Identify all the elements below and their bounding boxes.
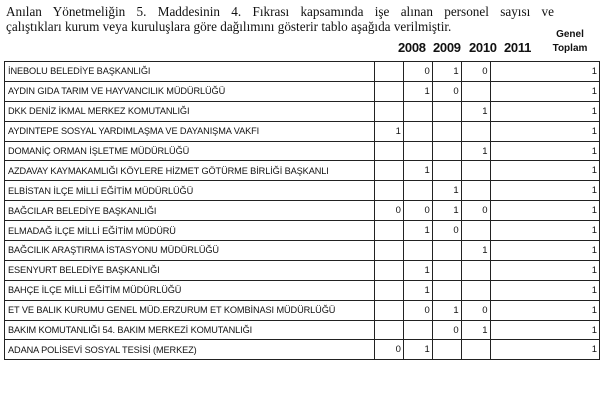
cell-2009 [403,141,432,161]
cell-2010 [432,260,461,280]
cell-2011: 0 [461,300,490,320]
cell-total: 1 [490,221,599,241]
cell-2011 [461,340,490,360]
cell-institution: ELMADAĞ İLÇE MİLLİ EĞİTİM MÜDÜRÜ [5,221,375,241]
cell-2010: 1 [432,62,461,82]
cell-2008 [375,161,404,181]
cell-2010: 1 [432,181,461,201]
header-total-line2: Toplam [552,43,588,54]
cell-total: 1 [490,121,599,141]
cell-2009: 1 [403,280,432,300]
table-row [5,81,600,101]
cell-institution: ESENYURT BELEDİYE BAŞKANLIĞI [5,260,375,280]
cell-2008: 1 [375,121,404,141]
cell-institution: İNEBOLU BELEDİYE BAŞKANLIĞI [5,62,375,82]
cell-2009 [403,181,432,201]
table-row [5,121,600,141]
cell-2008 [375,181,404,201]
cell-2009 [403,320,432,340]
cell-2010: 0 [432,320,461,340]
cell-2008 [375,221,404,241]
cell-total: 1 [490,241,599,261]
cell-2008 [375,241,404,261]
table-row [5,161,600,181]
cell-total: 1 [490,201,599,221]
cell-2008: 0 [375,201,404,221]
cell-2009: 1 [403,161,432,181]
cell-2008 [375,320,404,340]
cell-institution: BAKIM KOMUTANLIĞI 54. BAKIM MERKEZİ KOMUTANLIĞI [5,320,375,340]
cell-2009: 1 [403,221,432,241]
cell-2011 [461,121,490,141]
header-2008: 2008 [398,40,426,55]
cell-total: 1 [490,340,599,360]
cell-2010: 1 [432,300,461,320]
cell-2009: 0 [403,201,432,221]
cell-institution: AYDINTEPE SOSYAL YARDIMLAŞMA VE DAYANIŞMA VAKFI [5,121,375,141]
header-2011: 2011 [504,40,532,55]
cell-total: 1 [490,101,599,121]
cell-institution: DOMANİÇ ORMAN İŞLETME MÜDÜRLÜĞÜ [5,141,375,161]
intro-line-2: çalıştıkları kurum veya kuruluşlara göre dağılımını gösterir tablo aşağıda verilmiştir. [6,19,452,34]
cell-2008 [375,62,404,82]
cell-2010 [432,280,461,300]
cell-total: 1 [490,280,599,300]
cell-2008 [375,300,404,320]
table-row [5,300,600,320]
table-row [5,320,600,340]
cell-2011: 0 [461,62,490,82]
cell-2008 [375,101,404,121]
cell-2009 [403,101,432,121]
cell-2011 [461,181,490,201]
cell-2011 [461,280,490,300]
cell-2010: 1 [432,201,461,221]
cell-2010 [432,121,461,141]
header-2009: 2009 [433,40,461,55]
cell-institution: BAHÇE İLÇE MİLLİ EĞİTİM MÜDÜRLÜĞÜ [5,280,375,300]
cell-total: 1 [490,81,599,101]
cell-2008 [375,260,404,280]
cell-2010 [432,340,461,360]
cell-2010 [432,141,461,161]
cell-2011: 0 [461,201,490,221]
cell-total: 1 [490,141,599,161]
cell-total: 1 [490,181,599,201]
table-row [5,241,600,261]
cell-2010 [432,161,461,181]
cell-institution: BAĞCILAR BELEDİYE BAŞKANLIĞI [5,201,375,221]
table-row [5,181,600,201]
cell-2009 [403,241,432,261]
cell-2008 [375,141,404,161]
cell-2009: 1 [403,260,432,280]
cell-institution: ET VE BALIK KURUMU GENEL MÜD.ERZURUM ET KOMBİNASI MÜDÜRLÜĞÜ [5,300,375,320]
cell-institution: BAĞCILIK ARAŞTIRMA İSTASYONU MÜDÜRLÜĞÜ [5,241,375,261]
cell-2011 [461,81,490,101]
table-row [5,141,600,161]
cell-2009: 0 [403,300,432,320]
cell-2011 [461,221,490,241]
table-row [5,101,600,121]
cell-2010 [432,241,461,261]
cell-institution: AYDIN GIDA TARIM VE HAYVANCILIK MÜDÜRLÜĞÜ [5,81,375,101]
cell-2009: 0 [403,62,432,82]
cell-institution: ADANA POLİSEVİ SOSYAL TESİSİ (MERKEZ) [5,340,375,360]
cell-institution: AZDAVAY KAYMAKAMLIĞI KÖYLERE HİZMET GÖTÜRME BİRLİĞİ BAŞKANLI [5,161,375,181]
intro-paragraph [6,4,554,34]
header-2010: 2010 [469,40,497,55]
personnel-table [4,61,600,360]
intro-line-1: Anılan Yönetmeliğin 5. Maddesinin 4. Fıkrası kapsamında işe alınan personel sayısı ve [6,4,554,19]
cell-2011: 1 [461,141,490,161]
cell-total: 1 [490,161,599,181]
cell-institution: DKK DENİZ İKMAL MERKEZ KOMUTANLIĞI [5,101,375,121]
cell-2010 [432,101,461,121]
cell-2008: 0 [375,340,404,360]
cell-2011: 1 [461,101,490,121]
table-row [5,340,600,360]
cell-total: 1 [490,62,599,82]
cell-total: 1 [490,320,599,340]
cell-institution: ELBİSTAN İLÇE MİLLİ EĞİTİM MÜDÜRLÜĞÜ [5,181,375,201]
cell-2010: 0 [432,221,461,241]
cell-2008 [375,81,404,101]
table-row [5,62,600,82]
cell-2011 [461,161,490,181]
cell-2011: 1 [461,320,490,340]
table-body [5,62,600,360]
cell-total: 1 [490,260,599,280]
table-row [5,280,600,300]
table-row [5,221,600,241]
cell-total: 1 [490,300,599,320]
cell-2009: 1 [403,340,432,360]
header-total-line1: Genel [556,29,584,40]
table-row [5,201,600,221]
cell-2009: 1 [403,81,432,101]
cell-2010: 0 [432,81,461,101]
cell-2008 [375,280,404,300]
cell-2011: 1 [461,241,490,261]
cell-2009 [403,121,432,141]
header-total [548,28,592,56]
table-row [5,260,600,280]
cell-2011 [461,260,490,280]
